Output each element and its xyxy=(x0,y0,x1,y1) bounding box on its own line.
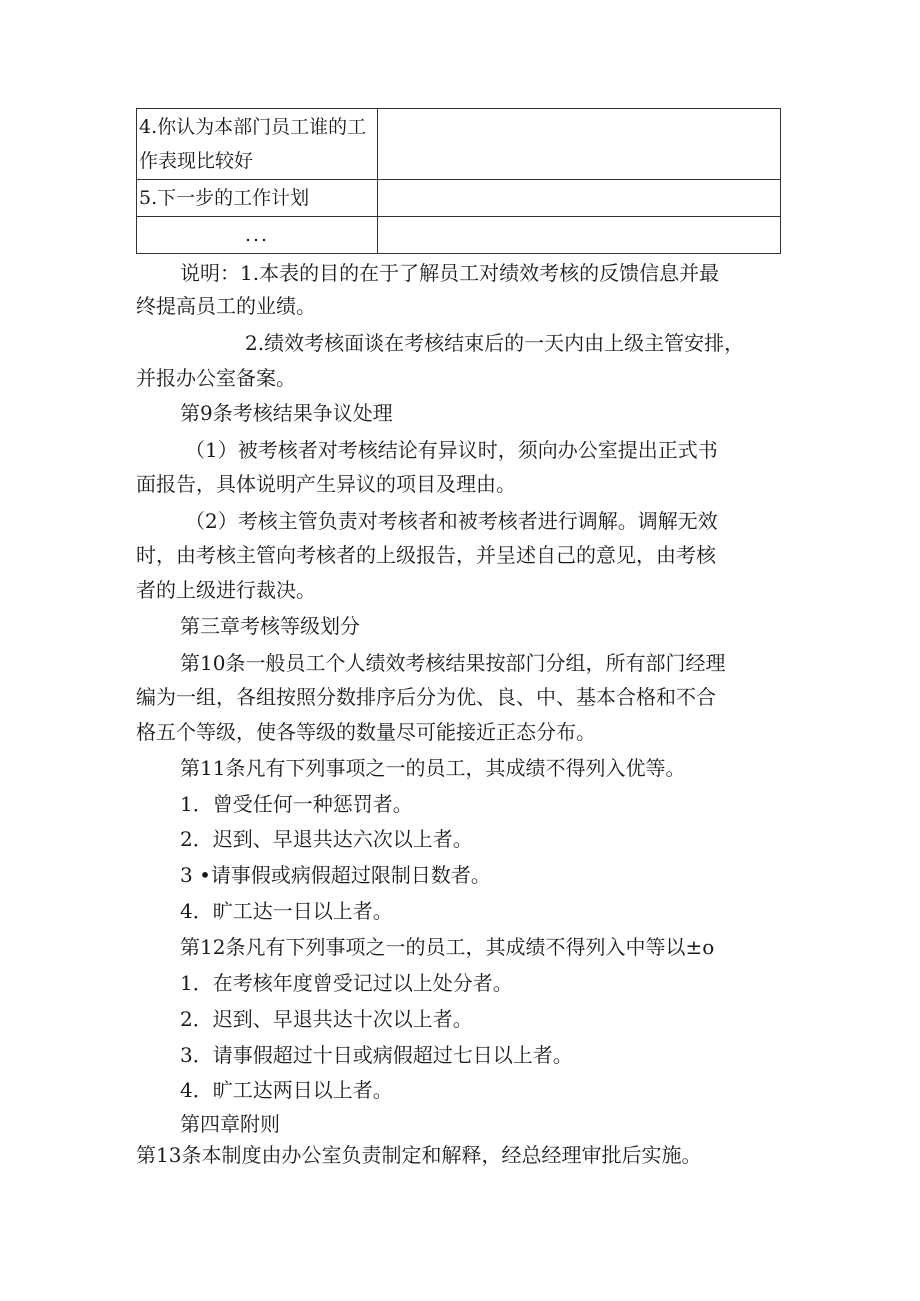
paragraph-line: （2）考核主管负责对考核者和被考核者进行调解。调解无效 xyxy=(185,509,718,533)
list-item: 3．请事假超过十日或病假超过七日以上者。 xyxy=(180,1043,573,1067)
table-answer-cell xyxy=(378,109,781,180)
article-title: 第11条凡有下列事项之一的员工，其成绩不得列入优等。 xyxy=(180,756,686,780)
list-item: 3 •请事假或病假超过限制日数者。 xyxy=(180,863,491,887)
table-row xyxy=(137,109,781,180)
table-row xyxy=(137,180,781,217)
table-question-cell: 5.下一步的工作计划 xyxy=(137,180,378,217)
list-item: 1．曾受任何一种惩罚者。 xyxy=(180,792,413,816)
feedback-table xyxy=(136,108,781,254)
list-item: 4．旷工达两日以上者。 xyxy=(180,1078,393,1102)
paragraph-line: 第13条本制度由办公室负责制定和解释，经总经理审批后实施。 xyxy=(136,1143,702,1167)
article-title: 第12条凡有下列事项之一的员工，其成绩不得列入中等以±o xyxy=(180,935,715,959)
paragraph-line: 时，由考核主管向考核者的上级报告，并呈述自己的意见，由考核 xyxy=(136,543,716,567)
note-line: 说明：1.本表的目的在于了解员工对绩效考核的反馈信息并最 xyxy=(180,261,720,285)
article-title: 第9条考核结果争议处理 xyxy=(180,401,393,425)
note-line: 2.绩效考核面谈在考核结束后的一天内由上级主管安排， xyxy=(245,331,745,355)
note-line: 终提高员工的业绩。 xyxy=(136,294,316,318)
list-item: 1．在考核年度曾受记过以上处分者。 xyxy=(180,971,513,995)
list-item: 4．旷工达一日以上者。 xyxy=(180,899,393,923)
paragraph-line: 格五个等级，使各等级的数量尽可能接近正态分布。 xyxy=(136,720,596,744)
note-line: 并报办公室备案。 xyxy=(136,366,296,390)
table-question-cell: 4.你认为本部门员工谁的工作表现比较好 xyxy=(137,109,378,180)
list-item: 2．迟到、早退共达十次以上者。 xyxy=(180,1007,473,1031)
paragraph-line: （1）被考核者对考核结论有异议时，须向办公室提出正式书 xyxy=(185,438,718,462)
paragraph-line: 者的上级进行裁决。 xyxy=(136,578,316,602)
list-item: 2．迟到、早退共达六次以上者。 xyxy=(180,827,473,851)
paragraph-line: 面报告，具体说明产生异议的项目及理由。 xyxy=(136,472,516,496)
table-answer-cell xyxy=(378,217,781,254)
table-answer-cell xyxy=(378,180,781,217)
paragraph-line: 编为一组，各组按照分数排序后分为优、良、中、基本合格和不合 xyxy=(136,685,716,709)
chapter-title: 第三章考核等级划分 xyxy=(180,614,360,638)
table-row xyxy=(137,217,781,254)
paragraph-line: 第10条一般员工个人绩效考核结果按部门分组，所有部门经理 xyxy=(180,651,726,675)
chapter-title: 第四章附则 xyxy=(180,1112,280,1136)
table-question-cell: ... xyxy=(137,217,378,254)
